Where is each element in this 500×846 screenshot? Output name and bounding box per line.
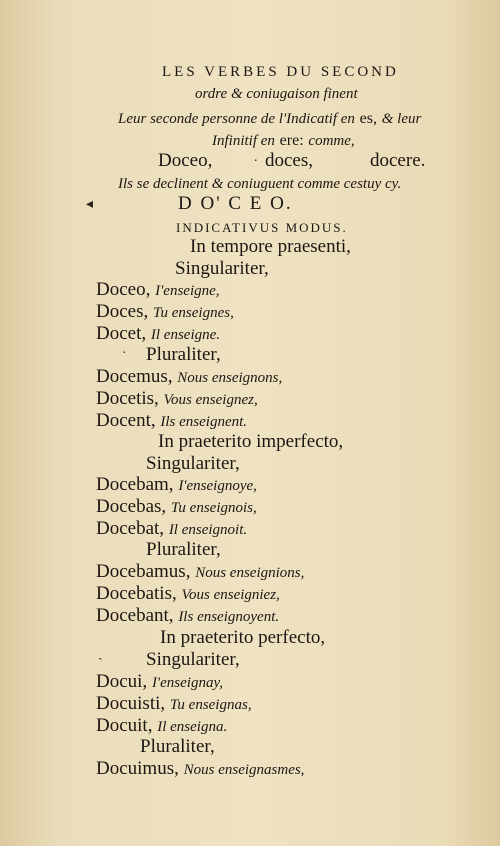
- french-form: Vous enseignez,: [163, 392, 258, 408]
- french-form: Nous enseignons,: [177, 370, 283, 386]
- latin-form: Docet,: [96, 323, 147, 344]
- french-form: Nous enseignions,: [195, 565, 305, 581]
- margin-accent-mark: ˎ: [98, 646, 103, 661]
- french-form: Tu enseignas,: [169, 697, 252, 713]
- header-line-4a: Infinitif en: [212, 133, 275, 149]
- present-plural-label: Pluraliter,: [146, 344, 221, 365]
- latin-form: Docebas,: [96, 496, 167, 517]
- present-singular-label: Singulariter,: [175, 258, 269, 279]
- tense-perfect: In praeterito perfecto,: [160, 627, 326, 648]
- latin-form: Docebamus,: [96, 561, 191, 582]
- header-line-3c: & leur: [381, 111, 422, 127]
- tense-present: In tempore praesenti,: [190, 236, 351, 257]
- header-line-4c: comme,: [308, 133, 355, 149]
- imperfect-plural-label: Pluraliter,: [146, 539, 221, 560]
- latin-form: Docebant,: [96, 605, 174, 626]
- latin-form: Docemus,: [96, 366, 173, 387]
- french-form: I'enseignay,: [151, 675, 224, 691]
- header-line-3b: es,: [359, 110, 377, 127]
- example-form-1: Doceo,: [158, 150, 213, 171]
- header-line-4b: ere:: [279, 132, 304, 149]
- running-title: LES VERBES DU SECOND: [162, 64, 399, 80]
- french-form: Tu enseignes,: [152, 305, 234, 321]
- french-form: I'enseignoye,: [178, 478, 257, 494]
- french-form: Vous enseigniez,: [181, 587, 280, 603]
- perfect-pl-1: [96, 757, 304, 782]
- french-form: Nous enseignasmes,: [183, 762, 305, 778]
- mood-heading: INDICATIVUS MODUS.: [176, 220, 348, 235]
- french-form: I'enseigne,: [155, 283, 220, 299]
- latin-form: Doces,: [96, 301, 149, 322]
- perfect-plural-label: Pluraliter,: [140, 736, 215, 757]
- header-line-2: ordre & coniugaison finent: [195, 86, 358, 102]
- imperfect-singular-label: Singulariter,: [146, 453, 240, 474]
- french-form: Ils enseignoyent.: [178, 609, 280, 625]
- latin-form: Docebam,: [96, 474, 174, 495]
- latin-form: Docent,: [96, 410, 156, 431]
- latin-form: Docui,: [96, 671, 148, 692]
- conjugation-note: Ils se declinent & coniuguent comme cestuy cy.: [118, 176, 402, 192]
- latin-form: Docetis,: [96, 388, 159, 409]
- latin-form: Docuisti,: [96, 693, 166, 714]
- latin-form: Docuit,: [96, 715, 153, 736]
- french-form: Il enseigne.: [150, 327, 221, 343]
- latin-form: Docebat,: [96, 518, 165, 539]
- example-form-2: doces,: [265, 150, 314, 171]
- latin-form: Docuimus,: [96, 758, 179, 779]
- dot-mark: .: [254, 150, 258, 165]
- example-form-3: docere.: [370, 150, 426, 171]
- perfect-singular-label: Singulariter,: [146, 649, 240, 670]
- tense-imperfect: In praeterito imperfecto,: [158, 431, 344, 452]
- french-form: Il enseigna.: [157, 719, 228, 735]
- french-form: Il enseignoit.: [168, 522, 248, 538]
- french-form: Ils enseignent.: [160, 414, 248, 430]
- margin-mark: ◂: [86, 197, 94, 212]
- bullet-mark: ·: [122, 346, 127, 361]
- latin-form: Doceo,: [96, 279, 151, 300]
- french-form: Tu enseignois,: [170, 500, 257, 516]
- latin-form: Docebatis,: [96, 583, 177, 604]
- header-line-3a: Leur seconde personne de l'Indicatif en: [118, 111, 355, 127]
- verb-title: D O' C E O.: [178, 193, 293, 214]
